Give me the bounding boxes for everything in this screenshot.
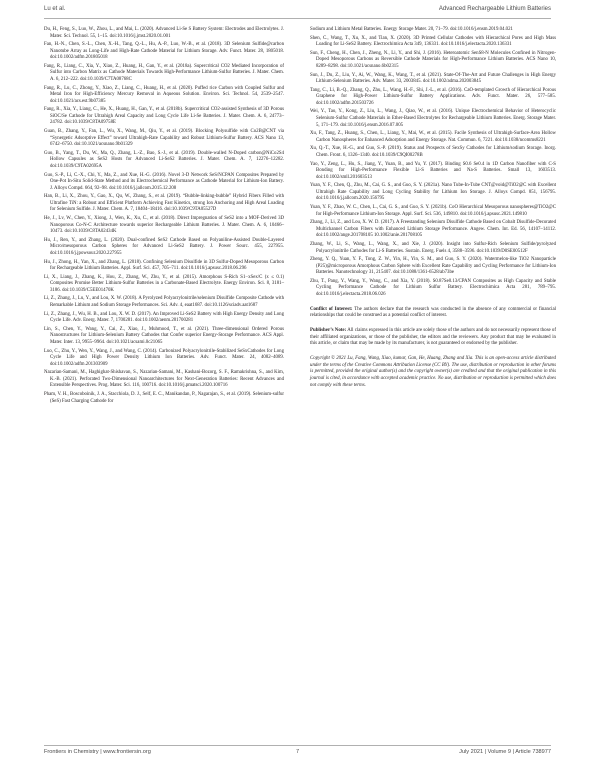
conflict-of-interest-text: The authors declare that the research was conducted in the absence of any commercial or financial relationships that could be construed as a potential conflict of interest. (310, 306, 556, 319)
reference-item: Sun, F., Cheng, H., Chen, J., Zheng, N., Li, Y., and Shi, J. (2016). Heteroatomic SenS8-N Molecules Confined in Nitrogen-Doped Mesoporous Carbons as Reversible Cathode Materials for High-Performance Lithium Batteries. ACS Nano 10, 8289–8298. doi:10.1021/acsnano.6b02315 (310, 50, 556, 69)
reference-item: Nazarian-Samani, M., Haghighat-Shishavan, S., Nazarian-Samani, M., Kashani-Bozorg, S. F., Ramakrishna, S., and Kim, K.-B. (2021). Perforated Two-Dimensional Nanoarchitectures for Next-Generation Batteries: Recent Advances and Extensible Perspectives. Prog. Mater. Sci. 116, 100716. doi:10.1016/j.pmatsci.2020.100716 (44, 370, 284, 389)
header-divider (44, 18, 551, 19)
conflict-of-interest-label: Conflict of Interest: (310, 306, 353, 312)
reference-item: Zhu, T., Pang, Y., Wang, Y., Wang, C., and Xia, Y. (2018). S0.87Se0.13/CPAN Composites as High Capacity and Stable Cycling Performance Cathode for Lithium Sulfur Battery. Electrochimica Acta 281, 789–795. doi:10.1016/j.electacta.2018.06.026 (310, 278, 556, 297)
page-footer (44, 749, 551, 759)
reference-item: Guo, S.-P., Li, C.-X., Chi, Y., Ma, Z., and Xue, H.-G. (2016). Novel 3-D Network SeS/NCPAN Composites Prepared by One-Pot In-Situ Solid-State Method and its Electrochemical Performance as Cathode Material for Lithium-Ion Battery. J. Alloys Compd. 664, 92–98. doi:10.1016/j.jallcom.2015.12.208 (44, 172, 284, 191)
reference-item: Guan, B., Zhang, Y., Fan, L., Wu, X., Wang, M., Qiu, Y., et al. (2019). Blocking Polysulfide with Co2B@CNT via “Synergetic Adsorptive Effect” toward Ultrahigh-Rate Capability and Robust Lithium-Sulfur Battery. ACS Nano 13, 6742–6750. doi:10.1021/acsnano.9b01329 (44, 129, 284, 148)
header-authors: Lu et al. (44, 6, 66, 12)
reference-item: Xu, F., Tang, Z., Huang, S., Chen, L., Liang, Y., Mai, W., et al. (2015). Facile Synthesis of Ultrahigh-Surface-Area Hollow Carbon Nanospheres for Enhanced Adsorption and Energy Storage. Nat. Commun. 6, 7221. doi:10.1038/ncomms8221 (310, 131, 556, 143)
reference-item: Yao, Y., Zeng, L., Hu, S., Jiang, Y., Yuan, B., and Yu, Y. (2017). Binding S0.6 Se0.4 in 1D Carbon Nanofiber with C-S Bonding for High-Performance Flexible Li-S Batteries and Na-S Batteries. Small 13, 1603513. doi:10.1002/smll.201603513 (310, 161, 556, 180)
reference-item: Fang, R., Xia, Y., Liang, C., He, X., Huang, H., Gan, Y., et al. (2018b). Supercritical CO2-assisted Synthesis of 3D Porous SiOC/Se Cathode for Ultrahigh Areal Capacity and Long Cycle Life Li-Se Batteries. J. Mater. Chem. A. 6, 24773–24782. doi:10.1039/C8TA09758E (44, 107, 284, 126)
reference-item: Zhang, J., Li, Z., and Lou, X. W. D. (2017). A Freestanding Selenium Disulfide Cathode Based on Cobalt Disulfide-Decorated Multichannel Carbon Fibers with Enhanced Lithium Storage Performance. Angew. Chem. Int. Ed. 56, 14107–14112. doi:10.1002/ange.201708105 10.1002/anie.201708105 (310, 220, 556, 239)
reference-item: Yuan, Y. F., Zhao, W. C., Chen, L., Cai, G. S., and Guo, S. Y. (2021b). CoO Hierarchical Mesoporous nanospheres@TiO2@C for High-Performance Lithium-Ion Storage. Appl. Surf. Sci. 536, 149810. doi:10.1016/j.apsusc.2021.149810 (310, 205, 556, 217)
reference-item: He, J., Lv, W., Chen, Y., Xiong, J., Wen, K., Xu, C., et al. (2018). Direct Impregnation of SeS2 into a MOF-Derived 3D Nanoporous Co-N-C Architecture towards superior Rechargeable Lithium Batteries. J. Mater. Chem. A. 6, 10466–10473. doi:10.1039/C8TA02434K (44, 216, 284, 235)
reference-item: Fang, R., Liang, C., Xia, Y., Xiao, Z., Huang, H., Gan, Y., et al. (2018a). Supercritical CO2 Mediated Incorporation of Sulfur into Carbon Matrix as Cathode Materials Towards High-Performance Lithium-Sulfur Batteries. J. Mater. Chem. A. 6, 212–222. doi:10.1039/C7TA08768C (44, 63, 284, 83)
reference-item: Guo, B., Yang, T., Du, W., Ma, Q., Zhang, L.-Z., Bao, S.-J., et al. (2019). Double-walled N-Doped carbon@NiCo2S4 Hollow Capsules as SeS2 Hosts for Advanced Li-SeS2 Batteries. J. Mater. Chem. A. 7, 12276–12282. doi:10.1039/C9TA02695A (44, 150, 284, 169)
footer-journal: Frontiers in Chemistry | www.frontiersin.org (44, 749, 151, 755)
publisher-note-label: Publisher’s Note: (310, 327, 347, 333)
copyright-statement: Copyright © 2021 Lu, Fang, Wang, Xiao, kumar, Gan, He, Huang, Zhang and Xia. This is an open-access article distributed under the terms of the Creative Commons Attribution License (CC BY). The use, distribution or reproduction in other forums is permitted, provided the original author(s) and the copyright owner(s) are credited and that the original publication in this journal is cited, in accordance with accepted academic practice. No use, distribution or reproduction is permitted which does not comply with these terms. (310, 356, 556, 388)
reference-item: Li, Z., Zhang, J., Lu, Y., and Lou, X. W. (2018). A Pyrolyzed Polyacrylonitrile/selenium Disulfide Composite Cathode with Remarkable Lithium and Sodium Storage Performances. Sci. Adv. 4, eaat1687. doi:10.1126/sciadv.aat1687 (44, 296, 284, 308)
reference-item: Fang, R., Lu, C., Zhong, Y., Xiao, Z., Liang, C., Huang, H., et al. (2020). Puffed rice Carbon with Coupled Sulfur and Metal Iron for High-Efficiency Mercury Removal in Aqueous Solution. Environ. Sci. Technol. 54, 2539–2547. doi:10.1021/acs.est.9b07385 (44, 85, 284, 104)
page-header (44, 6, 551, 18)
reference-item: Yuan, Y. F., Chen, Q., Zhu, M., Cai, G. S., and Guo, S. Y. (2021a). Nano Tube-In-Tube CNT@void@TiO2@C with Excellent Ultrahigh Rate Capability and Long Cycling Stability for Lithium Ion Storage. J. Alloys Compd. 851, 156795. doi:10.1016/j.jallcom.2020.156795 (310, 183, 556, 202)
reference-item: Luo, C., Zhu, Y., Wen, Y., Wang, J., and Wang, C. (2014). Carbonized Polyacrylonitrile-Stabilized SeSxCathodes for Long Cycle Life and High Power Density Lithium Ion Batteries. Adv. Funct. Mater. 24, 4082–4089. doi:10.1002/adfm.201303909 (44, 348, 284, 367)
reference-item: Hu, J., Zhong, H., Yan, X., and Zhang, L. (2018). Confining Selenium Disulfide in 3D Sulfur-Doped Mesoporous Carbon for Rechargeable Lithium Batteries. Appl. Surf. Sci. 457, 705–711. doi:10.1016/j.apsusc.2018.06.296 (44, 259, 284, 272)
header-title: Advanced Rechargeable Lithium Batteries (438, 6, 551, 12)
reference-item: Tang, C., Li, B.-Q., Zhang, Q., Zhu, L., Wang, H.-F., Shi, J.-L., et al. (2016). CaO-templated Growth of Hierarchical Porous Graphene for High-Power Lithium-Sulfur Battery Applications. Adv. Funct. Mater. 26, 577–585. doi:10.1002/adfm.201503726 (310, 87, 556, 106)
reference-item: Hu, J., Ren, Y., and Zhang, L. (2020). Dual-confined SeS2 Cathode Based on Polyaniline-Assisted Double-Layered Micro/mesoporous Carbon Spheres for Advanced Li-SeS2 Battery. J. Power Sourc. 455, 227955. doi:10.1016/j.jpowsour.2020.227955 (44, 237, 284, 256)
references-left-column (44, 27, 284, 407)
reference-item: Li, Z., Zhang, J., Wu, H. B., and Lou, X. W. D. (2017). An Improved Li-SeS2 Battery with High Energy Density and Long Cycle Life. Adv. Energ. Mater. 7, 1700281. doi:10.1002/aenm.201700281 (44, 311, 284, 324)
reference-item: Fan, H.-N., Chen, S.-L., Chen, X.-H., Tang, Q.-L., Hu, A.-P., Luo, W.-B., et al. (2018). 3D Selenium Sulfide@carbon Nanotube Array as Long-Life and High-Rate Cathode Material for Lithium Storage. Adv. Funct. Mater. 28, 1805018. doi:10.1002/adfm.201805018 (44, 42, 284, 61)
reference-item: Zheng, Y. Q., Yuan, Y. F., Tong, Z. W., Yin, H., Yin, S. M., and Guo, S. Y. (2020). Watermelon-like TiO2 Nanoparticle (P25)@microporous Amorphous Carbon Sphere with Excellent Rate Capability and Cycling Performance for Lithium-Ion Batteries. Nanotechnology 31, 215407. doi:10.1088/1361-6528/ab73be (310, 257, 556, 276)
reference-item: Pham, V. H., Boscoboinik, J. A., Stacchiola, D. J., Self, E. C., Manikandan, P., Nagarajan, S., et al. (2019). Selenium-sulfur (SeS) Fast Charging Cathode for (44, 392, 284, 404)
reference-item: Zhang, W., Li, S., Wang, L., Wang, X., and Xie, J. (2020). Insight into Sulfur-Rich Selenium Sulfide/pyrolyzed Polyacrylonitrile Cathodes for Li-S Batteries. Sustain. Energ. Fuels 4, 3588–3596. doi:10.1039/D0SE00512F (310, 241, 556, 254)
references-right-column (310, 27, 556, 390)
publisher-note (310, 328, 556, 348)
reference-item: Du, H., Feng, S., Luo, W., Zhou, L., and Mai, L. (2020). Advanced Li-Se S Battery System: Electrodes and Electrolytes. J. Mater. Sci. Technol. 55, 1–15. doi:10.1016/j.jmst.2020.01.001 (44, 27, 284, 39)
reference-item: Lin, S., Chen, Y., Wang, Y., Cai, Z., Xiao, J., Muhmood, T., et al. (2021). Three-dimensional Ordered Porous Nanostructures for Lithium-Selenium Battery Cathodes that Confer superior Energy-Storage Performance. ACS Appl. Mater. Inter. 13, 9955–9964. doi:10.1021/acsami.0c21065 (44, 326, 284, 345)
reference-item: Sodium and Lithium Metal Batteries. Energy Storage Mater. 20, 71–79. doi:10.1016/j.ensm.2019.04.021 (310, 27, 513, 32)
reference-item: Han, B., Li, X., Zhou, Y., Gao, X., Qu, W., Zhang, S., et al. (2019). “Bubble-linking-bubble” Hybrid Fibers Filled with Ultrafine TiN: a Robust and Efficient Platform Achieving Fast Kinetics, strong Ion Anchoring and High Areal Loading for Selenium Sulfide. J. Mater. Chem. A. 7, 18404–18416. doi:10.1039/C9TA05527D (44, 194, 284, 213)
conflict-of-interest (310, 307, 556, 320)
footer-divider (44, 745, 551, 746)
reference-item: Shen, C., Wang, T., Xu, X., and Tian, X. (2020). 3D Printed Cellular Cathodes with Hierarchical Pores and High Mass Loading for Li-SeS2 Battery. Electrochimica Acta 349, 136331. doi:10.1016/j.electacta.2020.136331 (310, 35, 556, 48)
footer-page-number: 7 (295, 749, 300, 755)
publisher-note-text: All claims expressed in this article are solely those of the authors and do not necessarily represent those of their affiliated organizations, or those of the publisher, the editors and the reviewers. Any product that may be evaluated in this article, or claim that may be made by its manufacturer, is not guaranteed or endorsed by the publisher. (310, 327, 556, 347)
reference-item: Wei, Y., Tao, Y., Kong, Z., Liu, L., Wang, J., Qiao, W., et al. (2016). Unique Electrochemical Behavior of Heterocyclic Selenium-Sulfur Cathode Materials in Ether-Based Electrolytes for Rechargeable Lithium Batteries. Energ. Storage Mater. 5, 171–179. doi:10.1016/j.ensm.2016.07.005 (310, 109, 556, 128)
reference-item: Li, X., Liang, J., Zhang, K., Hou, Z., Zhang, W., Zhu, Y., et al. (2015). Amorphous S-Rich S1−xSex/C (x ≤ 0.1) Composites Promise Better Lithium-Sulfur Batteries in a Carbonate-Based Electrolyte. Energy Environ. Sci. 8, 3181–3186. doi:10.1039/C5EE01470K (44, 274, 284, 293)
footer-issue-info: July 2021 | Volume 9 | Article 738977 (459, 749, 551, 755)
reference-item: Sun, J., Du, Z., Liu, Y., Ai, W., Wang, K., Wang, T., et al. (2021). State-Of-The-Art and Future Challenges in High Energy Lithium-Selenium Batteries. Adv. Mater. 33, 2003845. doi:10.1002/adma.202003845 (310, 72, 556, 85)
reference-item: Xu, Q.-T., Xue, H.-G., and Guo, S.-P. (2019). Status and Prospects of SexSy Cathodes for Lithium/sodium Storage. Inorg. Chem. Front. 6, 1326–1340. doi:10.1039/C9QI00278B (310, 146, 556, 158)
